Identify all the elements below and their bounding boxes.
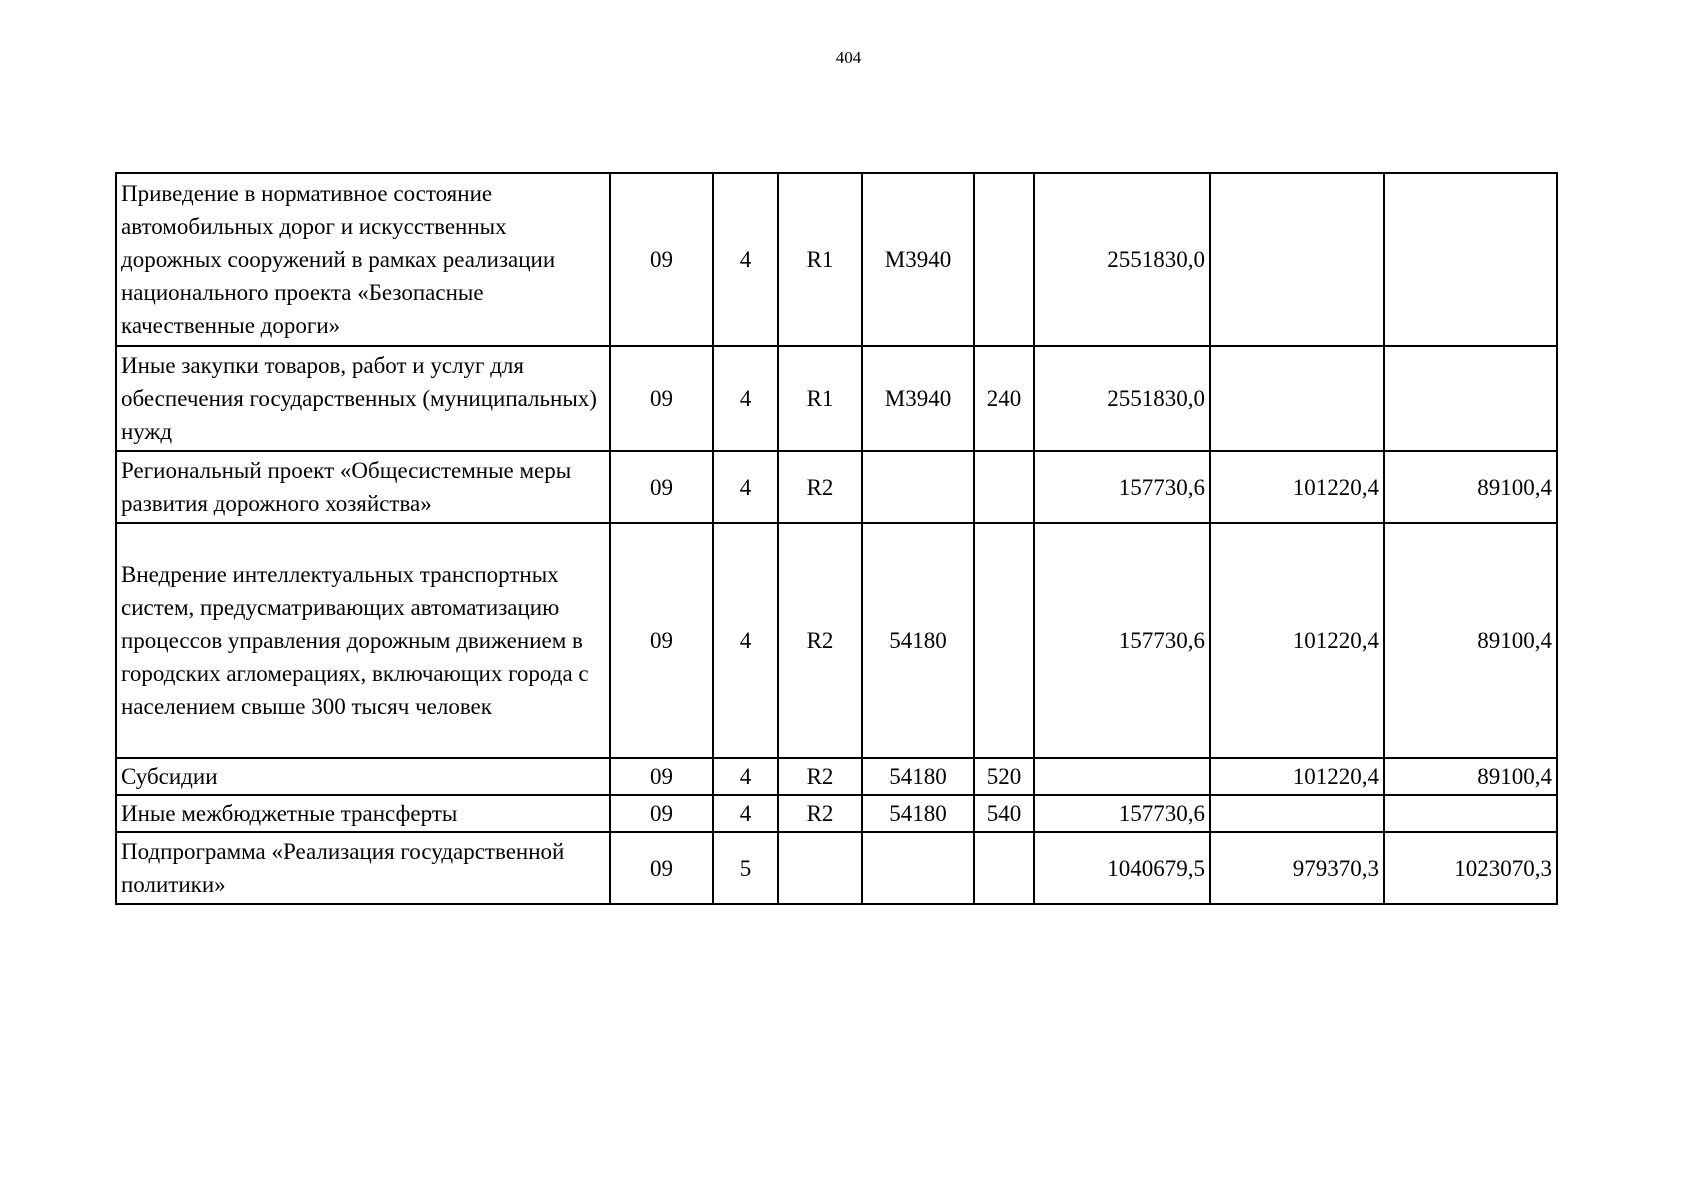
page-number: 404 [835,48,862,67]
subprogram-code-cell: 4 [713,451,778,523]
amount-year3-cell: 89100,4 [1384,451,1557,523]
expense-type-cell [974,523,1034,758]
amount-year3-cell [1384,173,1557,346]
project-code-cell [778,832,862,904]
amount-year1-cell: 157730,6 [1034,795,1210,832]
amount-year2-cell: 101220,4 [1210,451,1384,523]
amount-year1-cell: 1040679,5 [1034,832,1210,904]
amount-year3-cell [1384,795,1557,832]
subprogram-code-cell: 4 [713,758,778,795]
row-name-cell: Иные закупки товаров, работ и услуг для обеспечения государственных (муниципальных) нужд [116,346,610,451]
amount-year3-cell: 89100,4 [1384,758,1557,795]
table-row [116,758,1557,795]
row-name-cell: Региональный проект «Общесистемные меры развития дорожного хозяйства» [116,451,610,523]
project-code-cell: R2 [778,795,862,832]
subprogram-code-cell: 4 [713,523,778,758]
direction-code-cell: М3940 [862,346,974,451]
amount-year2-cell: 101220,4 [1210,523,1384,758]
amount-year1-cell: 157730,6 [1034,451,1210,523]
direction-code-cell: М3940 [862,173,974,346]
table-row [116,795,1557,832]
row-name-cell: Иные межбюджетные трансферты [116,795,610,832]
ministry-code-cell: 09 [610,173,713,346]
table-row [116,346,1557,451]
ministry-code-cell: 09 [610,346,713,451]
table-row [116,173,1557,346]
amount-year1-cell [1034,758,1210,795]
subprogram-code-cell: 5 [713,832,778,904]
direction-code-cell [862,832,974,904]
amount-year2-cell [1210,173,1384,346]
amount-year2-cell: 979370,3 [1210,832,1384,904]
subprogram-code-cell: 4 [713,346,778,451]
direction-code-cell: 54180 [862,758,974,795]
ministry-code-cell: 09 [610,451,713,523]
amount-year1-cell: 157730,6 [1034,523,1210,758]
expense-type-cell [974,451,1034,523]
amount-year2-cell [1210,795,1384,832]
amount-year3-cell: 1023070,3 [1384,832,1557,904]
project-code-cell: R2 [778,523,862,758]
row-name-cell: Внедрение интеллектуальных транспортных систем, предусматривающих автоматизацию процессов управления дорожным движением в городских агломерациях, включающих города с населением свыше 300 тысяч человек [116,523,610,758]
expense-type-cell [974,173,1034,346]
table-row [116,523,1557,758]
amount-year3-cell: 89100,4 [1384,523,1557,758]
direction-code-cell: 54180 [862,523,974,758]
table-row [116,451,1557,523]
amount-year2-cell [1210,346,1384,451]
amount-year3-cell [1384,346,1557,451]
ministry-code-cell: 09 [610,758,713,795]
expense-type-cell: 540 [974,795,1034,832]
project-code-cell: R1 [778,346,862,451]
budget-table [115,172,1558,905]
ministry-code-cell: 09 [610,795,713,832]
row-name-cell: Приведение в нормативное состояние автомобильных дорог и искусственных дорожных сооружений в рамках реализации национального проекта «Безопасные качественные дороги» [116,173,610,346]
table-row [116,832,1557,904]
row-name-cell: Субсидии [116,758,610,795]
project-code-cell: R2 [778,451,862,523]
amount-year2-cell: 101220,4 [1210,758,1384,795]
project-code-cell: R1 [778,173,862,346]
expense-type-cell: 240 [974,346,1034,451]
amount-year1-cell: 2551830,0 [1034,173,1210,346]
ministry-code-cell: 09 [610,832,713,904]
project-code-cell: R2 [778,758,862,795]
expense-type-cell: 520 [974,758,1034,795]
subprogram-code-cell: 4 [713,173,778,346]
direction-code-cell [862,451,974,523]
ministry-code-cell: 09 [610,523,713,758]
subprogram-code-cell: 4 [713,795,778,832]
expense-type-cell [974,832,1034,904]
row-name-cell: Подпрограмма «Реализация государственной политики» [116,832,610,904]
amount-year1-cell: 2551830,0 [1034,346,1210,451]
direction-code-cell: 54180 [862,795,974,832]
